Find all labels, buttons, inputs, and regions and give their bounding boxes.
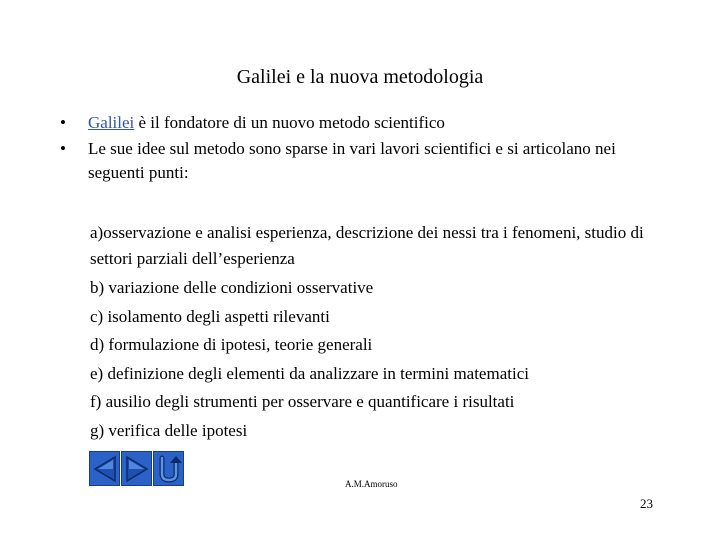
method-point: d) formulazione di ipotesi, teorie generali <box>90 335 373 354</box>
bullet-dot: • <box>60 113 66 132</box>
return-button[interactable] <box>153 451 184 486</box>
bullet-item <box>60 137 660 185</box>
method-point: e) definizione degli elementi da analizzare in termini matematici <box>90 363 529 383</box>
back-arrow-icon <box>93 455 117 483</box>
navigation-bar <box>89 451 187 486</box>
bullet-text: è il fondatore di un nuovo metodo scientifico <box>134 113 445 132</box>
author-credit: A.M.Amoruso <box>345 479 398 489</box>
bullet-text: Le sue idee sul metodo sono sparse in vari lavori scientifici e si articolano nei seguenti punti: <box>88 139 616 182</box>
method-point: c) isolamento degli aspetti rilevanti <box>90 306 330 326</box>
back-button[interactable] <box>89 451 120 486</box>
method-point: a)osservazione e analisi esperienza, descrizione dei nessi tra i fenomeni, studio di settori parziali dell’esperienza <box>90 223 644 268</box>
return-icon <box>156 454 182 484</box>
method-point: g) verifica delle ipotesi <box>90 420 248 440</box>
method-point: f) ausilio degli strumenti per osservare e quantificare i risultati <box>90 392 515 411</box>
method-points-list <box>90 220 650 445</box>
bullet-item <box>60 111 660 135</box>
slide-title: Galilei e la nuova metodologia <box>236 66 484 88</box>
bullet-dot: • <box>60 139 66 158</box>
bullet-list <box>60 111 660 187</box>
forward-button[interactable] <box>121 451 152 486</box>
page-number: 23 <box>640 496 653 511</box>
method-point: b) variazione delle condizioni osservative <box>90 278 374 297</box>
forward-arrow-icon <box>125 455 149 483</box>
galilei-link[interactable]: Galilei <box>88 113 135 132</box>
